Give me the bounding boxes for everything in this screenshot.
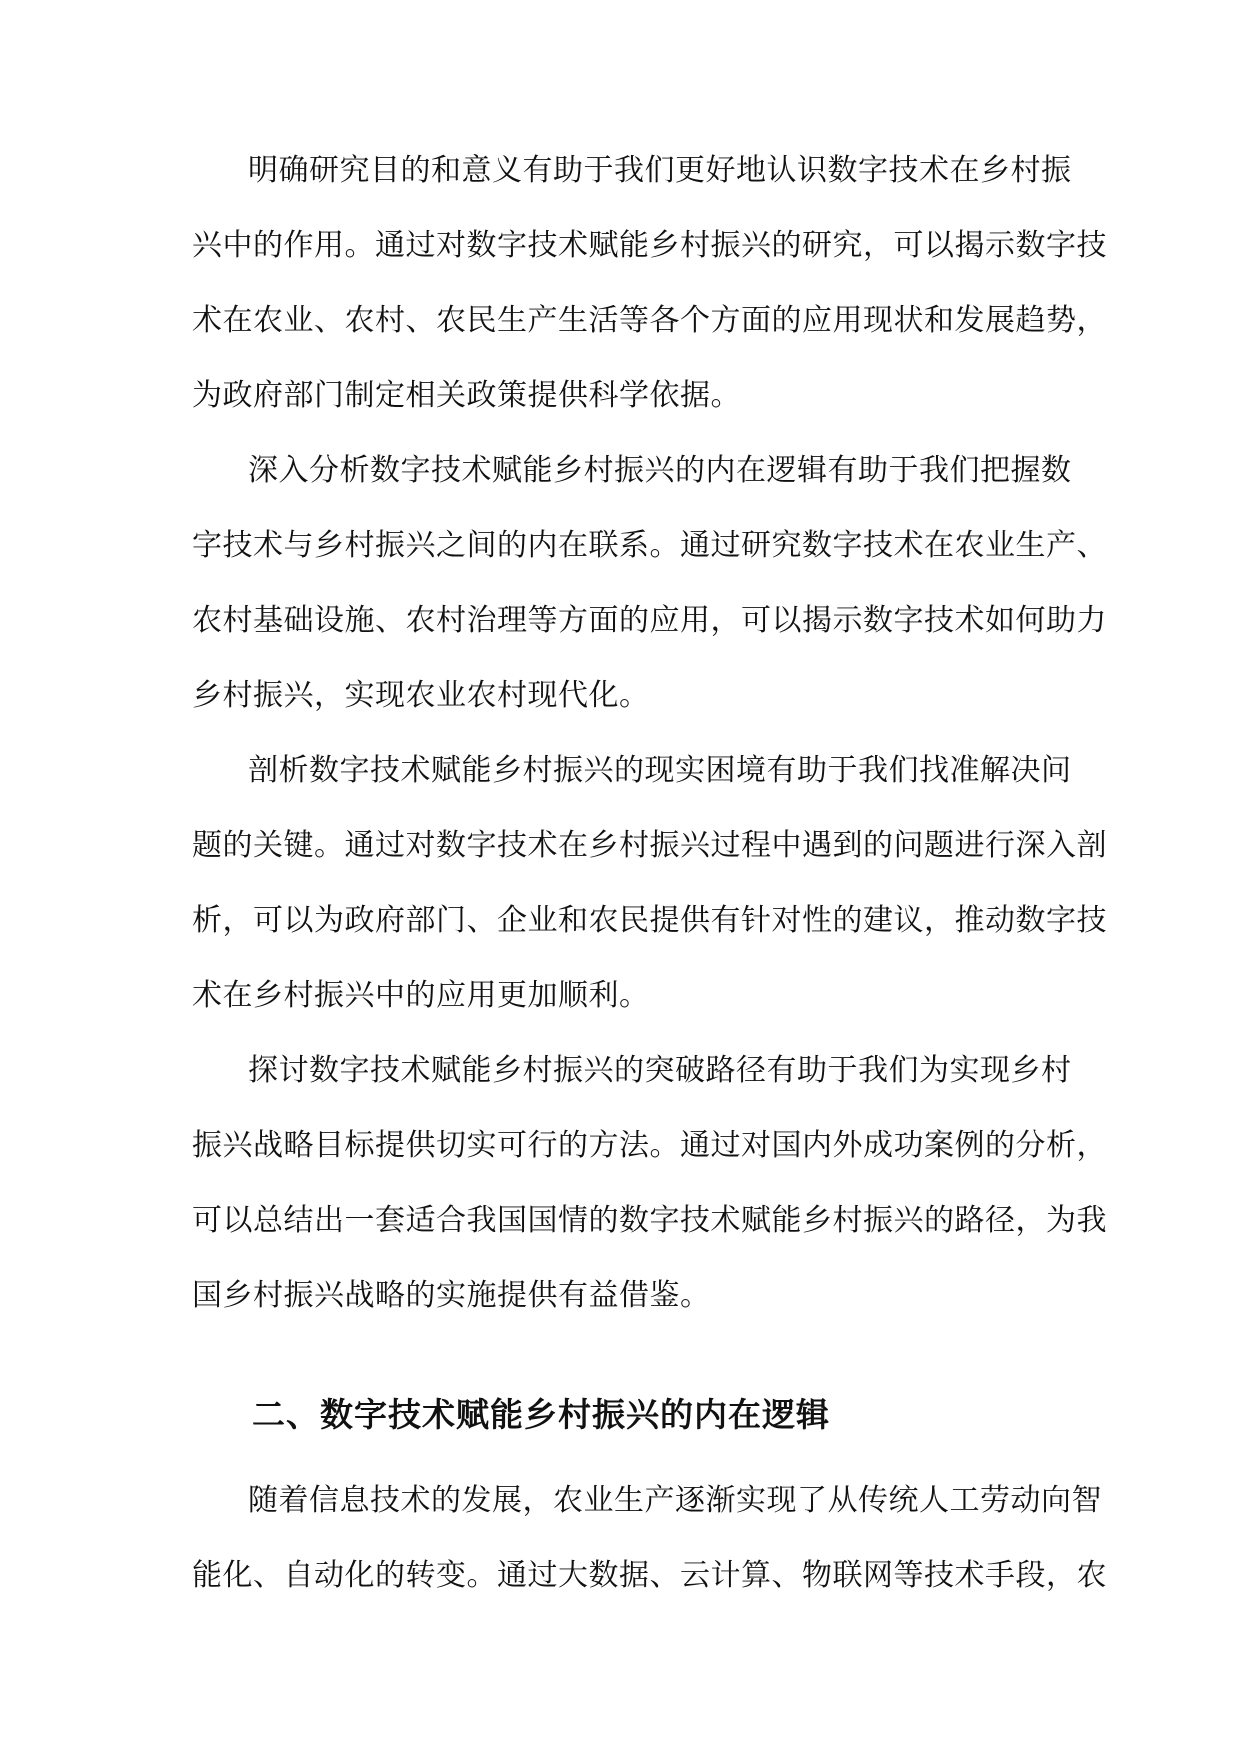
section-heading: 二、数字技术赋能乡村振兴的内在逻辑: [252, 1395, 830, 1434]
paragraph-1-line-1: 明确研究目的和意义有助于我们更好地认识数字技术在乡村振: [248, 153, 1072, 188]
paragraph-1-line-2: 兴中的作用。通过对数字技术赋能乡村振兴的研究，可以揭示数字技: [192, 228, 1107, 263]
section-paragraph-line-1: 随着信息技术的发展，农业生产逐渐实现了从传统人工劳动向智: [248, 1483, 1102, 1518]
paragraph-4-line-1: 探讨数字技术赋能乡村振兴的突破路径有助于我们为实现乡村: [248, 1053, 1072, 1088]
paragraph-4-line-2: 振兴战略目标提供切实可行的方法。通过对国内外成功案例的分析，: [192, 1128, 1107, 1163]
paragraph-1-line-4: 为政府部门制定相关政策提供科学依据。: [192, 378, 741, 413]
paragraph-2-line-3: 农村基础设施、农村治理等方面的应用，可以揭示数字技术如何助力: [192, 603, 1107, 638]
paragraph-3-line-2: 题的关键。通过对数字技术在乡村振兴过程中遇到的问题进行深入剖: [192, 828, 1107, 863]
paragraph-4-line-4: 国乡村振兴战略的实施提供有益借鉴。: [192, 1278, 711, 1313]
paragraph-2-line-1: 深入分析数字技术赋能乡村振兴的内在逻辑有助于我们把握数: [248, 453, 1072, 488]
paragraph-3-line-1: 剖析数字技术赋能乡村振兴的现实困境有助于我们找准解决问: [248, 753, 1072, 788]
paragraph-1-line-3: 术在农业、农村、农民生产生活等各个方面的应用现状和发展趋势，: [192, 303, 1107, 338]
paragraph-3-line-3: 析，可以为政府部门、企业和农民提供有针对性的建议，推动数字技: [192, 903, 1107, 938]
section-paragraph-line-2: 能化、自动化的转变。通过大数据、云计算、物联网等技术手段，农: [192, 1558, 1107, 1593]
paragraph-3-line-4: 术在乡村振兴中的应用更加顺利。: [192, 978, 650, 1013]
paragraph-4-line-3: 可以总结出一套适合我国国情的数字技术赋能乡村振兴的路径，为我: [192, 1203, 1107, 1238]
paragraph-2-line-4: 乡村振兴，实现农业农村现代化。: [192, 678, 650, 713]
paragraph-2-line-2: 字技术与乡村振兴之间的内在联系。通过研究数字技术在农业生产、: [192, 528, 1107, 563]
